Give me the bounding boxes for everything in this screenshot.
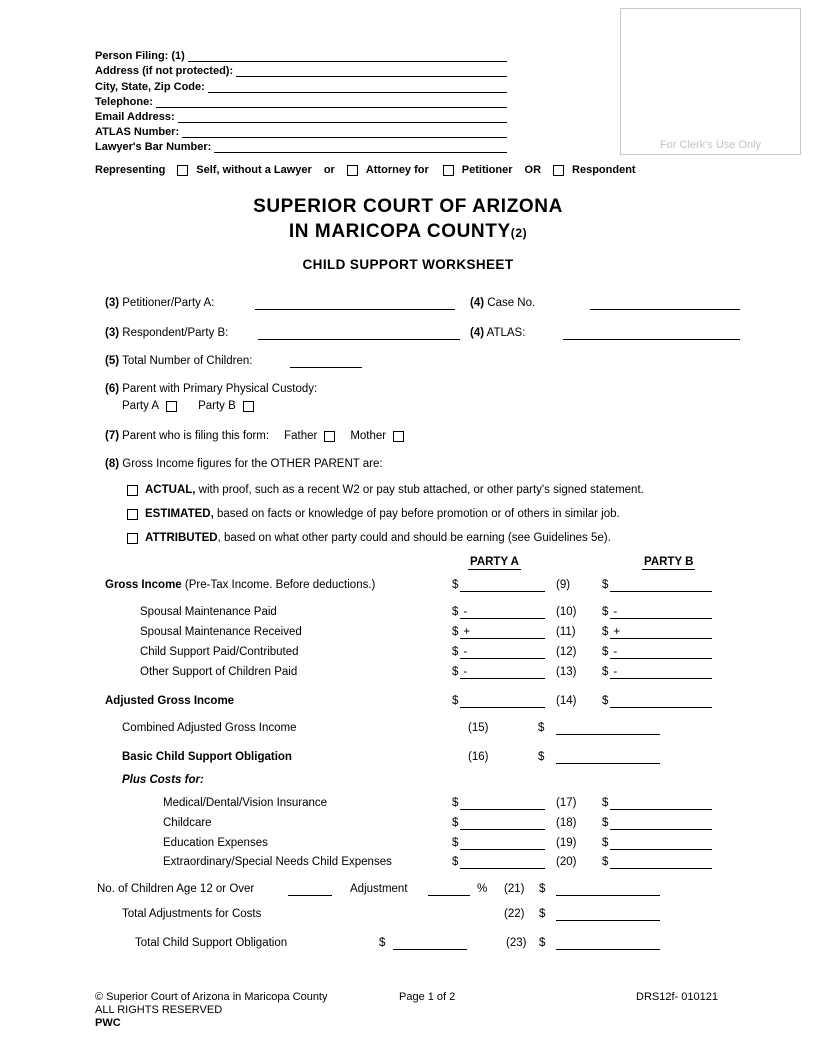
item-16-number: (16)	[468, 751, 489, 763]
dollar-sign: $	[539, 937, 546, 949]
email-input-line[interactable]	[178, 111, 507, 123]
education-party-a-field	[452, 834, 545, 850]
petitioner-party-a-label	[105, 296, 214, 310]
attorney-checkbox[interactable]	[347, 165, 358, 176]
actual-option-row	[127, 483, 644, 497]
extraordinary-party-b-line[interactable]	[610, 856, 712, 869]
dollar-sign: $	[602, 606, 609, 618]
form-title: CHILD SUPPORT WORKSHEET	[302, 257, 514, 272]
bar-number-label: Lawyer's Bar Number:	[95, 141, 212, 154]
bar-number-row	[95, 138, 507, 153]
adjusted-gross-income-label: Adjusted Gross Income	[105, 695, 235, 707]
gross-income-party-a-line[interactable]	[460, 579, 545, 592]
atlas-number-row	[95, 123, 507, 138]
item-4a-number: (4)	[470, 297, 485, 309]
dollar-sign: $	[379, 937, 386, 949]
extraordinary-party-a-line[interactable]	[460, 856, 545, 869]
item-3b-number: (3)	[105, 327, 120, 339]
spousal-received-party-a-line[interactable]	[460, 626, 545, 639]
basic-obligation-label: Basic Child Support Obligation	[122, 751, 292, 763]
county-ref: (2)	[510, 226, 528, 240]
childcare-party-a-field	[452, 814, 545, 830]
party-b-header: PARTY B	[644, 556, 694, 568]
other-support-party-a-field	[452, 663, 545, 679]
bar-number-input-line[interactable]	[214, 141, 507, 153]
spousal-paid-party-b-line[interactable]	[610, 606, 712, 619]
attorney-label: Attorney for	[365, 164, 429, 176]
medical-party-a-field	[452, 794, 545, 810]
address-input-line[interactable]	[236, 65, 507, 77]
dollar-sign: $	[602, 646, 609, 658]
footer-copyright: © Superior Court of Arizona in Maricopa County	[95, 991, 328, 1003]
city-state-zip-input-line[interactable]	[208, 81, 507, 93]
attributed-option-text	[145, 531, 611, 545]
county-text: IN MARICOPA COUNTY	[288, 221, 511, 242]
footer-form-id: DRS12f- 010121	[636, 991, 718, 1003]
other-support-party-a-line[interactable]	[460, 666, 545, 679]
item-21-number: (21)	[504, 883, 525, 895]
percent-sign: %	[477, 883, 488, 895]
adjusted-gross-party-a-line[interactable]	[460, 695, 545, 708]
dollar-sign: $	[452, 579, 459, 591]
actual-rest: with proof, such as a recent W2 or pay stub attached, or other party's signed statement.	[195, 484, 644, 496]
item-19-number: (19)	[556, 837, 577, 849]
spousal-paid-label: Spousal Maintenance Paid	[140, 606, 277, 618]
person-filing-input-line[interactable]	[188, 50, 507, 62]
total-adjustments-label: Total Adjustments for Costs	[122, 908, 262, 920]
dollar-sign: $	[452, 646, 459, 658]
spousal-received-party-b-field	[602, 623, 712, 639]
item-13-number: (13)	[556, 666, 577, 678]
custody-party-a-checkbox[interactable]	[166, 401, 177, 412]
basic-obligation-line[interactable]	[556, 751, 660, 764]
minus-sign: -	[463, 606, 468, 618]
spousal-received-label: Spousal Maintenance Received	[140, 626, 302, 638]
respondent-checkbox[interactable]	[553, 165, 564, 176]
item-10-number: (10)	[556, 606, 577, 618]
self-label: Self, without a Lawyer	[196, 164, 312, 176]
dollar-sign: $	[452, 837, 459, 849]
actual-checkbox[interactable]	[127, 485, 138, 496]
minus-sign: -	[613, 646, 618, 658]
minus-sign: -	[463, 646, 468, 658]
dollar-sign: $	[602, 579, 609, 591]
adjustment-input-line[interactable]	[428, 882, 470, 896]
footer-page-number: Page 1 of 2	[399, 991, 456, 1003]
children-age-12-input-line[interactable]	[288, 882, 332, 896]
estimated-option-text	[145, 507, 620, 521]
minus-sign: -	[613, 666, 618, 678]
or-lower-label: or	[323, 164, 335, 176]
gross-income-bold: Gross Income	[105, 579, 182, 591]
childcare-label: Childcare	[163, 817, 212, 829]
dollar-sign: $	[602, 817, 609, 829]
medical-party-a-line[interactable]	[460, 797, 545, 810]
estimated-rest: based on facts or knowledge of pay before promotion or of others in similar job.	[213, 508, 620, 520]
email-label: Email Address:	[95, 110, 175, 123]
spousal-paid-party-b-field	[602, 603, 712, 619]
party-a-header: PARTY A	[470, 556, 519, 568]
attributed-rest: , based on what other party could and should be earning (see Guidelines 5e).	[217, 532, 611, 544]
children-age-12-label: No. of Children Age 12 or Over	[97, 883, 255, 895]
adjusted-gross-party-a-field	[452, 692, 545, 708]
custody-party-b-label: Party B	[198, 400, 236, 412]
respondent-option-label: Respondent	[572, 164, 636, 176]
custody-text: Parent with Primary Physical Custody:	[122, 383, 318, 395]
case-no-input-line[interactable]	[590, 296, 740, 310]
custody-label	[105, 382, 317, 396]
mother-checkbox[interactable]	[393, 431, 404, 442]
self-checkbox[interactable]	[177, 165, 188, 176]
child-support-paid-party-a-field	[452, 643, 545, 659]
gross-income-label	[105, 578, 375, 592]
filing-parent-text: Parent who is filing this form:	[122, 430, 270, 442]
childcare-party-b-field	[602, 814, 712, 830]
item-18-number: (18)	[556, 817, 577, 829]
combined-agi-field	[538, 719, 660, 735]
total-obligation-label: Total Child Support Obligation	[135, 937, 288, 949]
total-adjustments-line[interactable]	[556, 907, 660, 921]
item-5-number: (5)	[105, 355, 120, 367]
item-20-number: (20)	[556, 856, 577, 868]
dollar-sign: $	[452, 695, 459, 707]
item-6-number: (6)	[105, 383, 120, 395]
item-7-number: (7)	[105, 430, 120, 442]
title-block	[38, 194, 778, 272]
item-8-number: (8)	[105, 458, 120, 470]
dollar-sign: $	[602, 837, 609, 849]
actual-option-text	[145, 483, 644, 497]
atlas-input-line[interactable]	[563, 326, 740, 340]
item-22-number: (22)	[504, 908, 525, 920]
atlas-number-input-line[interactable]	[182, 126, 507, 138]
adjusted-gross-party-b-line[interactable]	[610, 695, 712, 708]
item-4b-number: (4)	[470, 327, 485, 339]
atlas-text: ATLAS:	[486, 327, 526, 339]
child-support-paid-party-b-field	[602, 643, 712, 659]
income-figures-text: Gross Income figures for the OTHER PARENT are:	[122, 458, 383, 470]
minus-sign: -	[613, 606, 618, 618]
father-label: Father	[284, 430, 318, 442]
petitioner-option-label: Petitioner	[461, 164, 513, 176]
dollar-sign: $	[452, 797, 459, 809]
attributed-checkbox[interactable]	[127, 533, 138, 544]
attributed-term: ATTRIBUTED	[145, 532, 218, 544]
combined-agi-label: Combined Adjusted Gross Income	[122, 722, 297, 734]
dollar-sign: $	[452, 666, 459, 678]
item-12-number: (12)	[556, 646, 577, 658]
dollar-sign: $	[602, 856, 609, 868]
address-label: Address (if not protected):	[95, 65, 234, 78]
dollar-sign: $	[538, 722, 545, 734]
custody-party-b-checkbox[interactable]	[243, 401, 254, 412]
education-party-b-field	[602, 834, 712, 850]
gross-income-party-b-field	[602, 576, 712, 592]
other-support-party-b-field	[602, 663, 712, 679]
plus-costs-label: Plus Costs for:	[122, 774, 204, 786]
dollar-sign: $	[602, 797, 609, 809]
custody-party-a-label: Party A	[122, 400, 160, 412]
gross-income-party-a-field	[452, 576, 545, 592]
other-support-label: Other Support of Children Paid	[140, 666, 298, 678]
petitioner-party-a-input-line[interactable]	[255, 296, 455, 310]
city-state-zip-label: City, State, Zip Code:	[95, 80, 205, 93]
mother-label: Mother	[350, 430, 387, 442]
medical-party-b-line[interactable]	[610, 797, 712, 810]
education-expenses-label: Education Expenses	[163, 837, 268, 849]
attributed-option-row	[127, 531, 611, 545]
footer-initials: PWC	[95, 1017, 121, 1029]
item-3a-number: (3)	[105, 297, 120, 309]
email-row	[95, 108, 507, 123]
medical-insurance-label: Medical/Dental/Vision Insurance	[163, 797, 328, 809]
court-name: SUPERIOR COURT OF ARIZONA	[253, 196, 563, 217]
representing-row	[95, 164, 636, 176]
spousal-received-party-b-line[interactable]	[610, 626, 712, 639]
gross-income-party-b-line[interactable]	[610, 579, 712, 592]
footer-rights: ALL RIGHTS RESERVED	[95, 1004, 223, 1016]
item-9-number: (9)	[556, 579, 571, 591]
telephone-label: Telephone:	[95, 95, 153, 108]
county-name	[38, 219, 778, 246]
total-children-text: Total Number of Children:	[122, 355, 253, 367]
dollar-sign: $	[452, 817, 459, 829]
filer-info-section	[95, 47, 507, 153]
dollar-sign: $	[452, 606, 459, 618]
dollar-sign: $	[452, 626, 459, 638]
father-checkbox[interactable]	[324, 431, 335, 442]
representing-label: Representing	[95, 164, 166, 176]
item-15-number: (15)	[468, 722, 489, 734]
minus-sign: -	[463, 666, 468, 678]
combined-agi-line[interactable]	[556, 722, 660, 735]
adjusted-gross-party-b-field	[602, 692, 712, 708]
spousal-paid-party-a-line[interactable]	[460, 606, 545, 619]
case-no-text: Case No.	[487, 297, 536, 309]
respondent-party-b-label	[105, 326, 228, 340]
age-adjustment-amount-line[interactable]	[556, 882, 660, 896]
extraordinary-expenses-label: Extraordinary/Special Needs Child Expenses	[163, 856, 392, 868]
dollar-sign: $	[602, 695, 609, 707]
atlas-label	[470, 326, 525, 340]
address-row	[95, 62, 507, 77]
item-11-number: (11)	[556, 626, 576, 638]
extraordinary-party-b-field	[602, 853, 712, 869]
basic-obligation-field	[538, 748, 660, 764]
respondent-party-b-text: Respondent/Party B:	[122, 327, 229, 339]
adjustment-label: Adjustment	[350, 883, 408, 895]
education-party-a-line[interactable]	[460, 837, 545, 850]
petitioner-checkbox[interactable]	[443, 165, 454, 176]
actual-term: ACTUAL,	[145, 484, 196, 496]
item-14-number: (14)	[556, 695, 577, 707]
telephone-input-line[interactable]	[156, 96, 507, 108]
clerk-use-only-box	[620, 8, 801, 155]
city-state-zip-row	[95, 77, 507, 92]
dollar-sign: $	[538, 751, 545, 763]
custody-options-row	[122, 399, 254, 413]
other-support-party-b-line[interactable]	[610, 666, 712, 679]
total-children-input-line[interactable]	[290, 354, 362, 368]
person-filing-label: Person Filing: (1)	[95, 50, 185, 63]
child-support-paid-party-b-line[interactable]	[610, 646, 712, 659]
plus-sign: +	[463, 626, 471, 638]
medical-party-b-field	[602, 794, 712, 810]
item-17-number: (17)	[556, 797, 577, 809]
gross-income-rest: (Pre-Tax Income. Before deductions.)	[181, 579, 376, 591]
atlas-number-label: ATLAS Number:	[95, 126, 180, 139]
petitioner-party-a-text: Petitioner/Party A:	[122, 297, 215, 309]
total-obligation-a-line[interactable]	[393, 936, 467, 950]
case-no-label	[470, 296, 535, 310]
estimated-checkbox[interactable]	[127, 509, 138, 520]
telephone-row	[95, 93, 507, 108]
dollar-sign: $	[539, 908, 546, 920]
child-support-paid-party-a-line[interactable]	[460, 646, 545, 659]
child-support-paid-label: Child Support Paid/Contributed	[140, 646, 299, 658]
total-children-label	[105, 354, 252, 368]
respondent-party-b-input-line[interactable]	[258, 326, 460, 340]
item-23-number: (23)	[506, 937, 527, 949]
clerk-use-only-label: For Clerk's Use Only	[659, 139, 762, 151]
income-figures-label	[105, 457, 383, 471]
extraordinary-party-a-field	[452, 853, 545, 869]
dollar-sign: $	[602, 666, 609, 678]
spousal-received-party-a-field	[452, 623, 545, 639]
filing-parent-row	[105, 429, 404, 443]
spousal-paid-party-a-field	[452, 603, 545, 619]
estimated-term: ESTIMATED,	[145, 508, 214, 520]
person-filing-row	[95, 47, 507, 62]
plus-sign: +	[613, 626, 621, 638]
childcare-party-b-line[interactable]	[610, 817, 712, 830]
dollar-sign: $	[602, 626, 609, 638]
estimated-option-row	[127, 507, 620, 521]
total-obligation-line[interactable]	[556, 936, 660, 950]
education-party-b-line[interactable]	[610, 837, 712, 850]
childcare-party-a-line[interactable]	[460, 817, 545, 830]
or-upper-label: OR	[524, 164, 542, 176]
dollar-sign: $	[452, 856, 459, 868]
dollar-sign: $	[539, 883, 546, 895]
